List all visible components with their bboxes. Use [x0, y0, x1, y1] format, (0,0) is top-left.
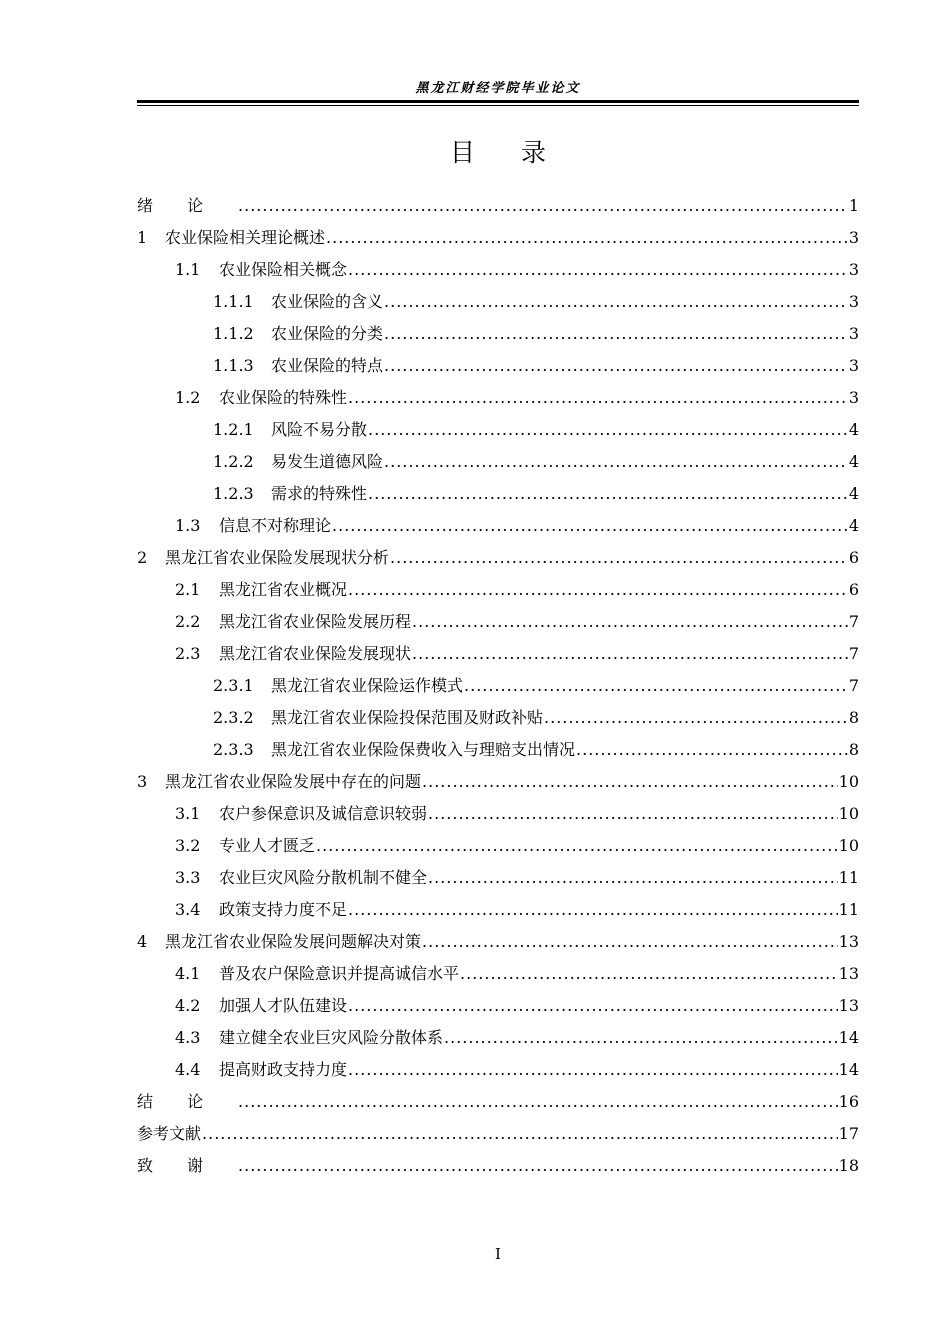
toc-entry[interactable]: [137, 830, 859, 862]
toc-entry-number: 1.1.3: [213, 356, 254, 375]
dot-leader: [368, 484, 848, 504]
dot-leader: [444, 1028, 838, 1048]
toc-entry-page: 17: [838, 1124, 859, 1143]
table-of-contents: [137, 190, 859, 1182]
dot-leader: [368, 420, 848, 440]
dot-leader: [348, 996, 838, 1016]
header-rule-thick: [137, 100, 859, 103]
toc-entry-number: 4.4: [175, 1060, 201, 1079]
dot-leader: [576, 740, 848, 760]
toc-entry[interactable]: [137, 318, 859, 350]
toc-entry[interactable]: [137, 382, 859, 414]
toc-entry-number: 1.2.3: [213, 484, 254, 503]
toc-entry-page: 3: [848, 356, 859, 375]
dot-leader: [348, 388, 848, 408]
toc-entry-page: 6: [848, 548, 859, 567]
toc-entry-number: 1.1.1: [213, 292, 254, 311]
toc-entry-title: 黑龙江省农业保险发展历程: [219, 612, 412, 631]
toc-entry-page: 3: [848, 324, 859, 343]
toc-entry-number: 1: [137, 228, 148, 247]
toc-entry-page: 6: [848, 580, 859, 599]
toc-entry[interactable]: [137, 766, 859, 798]
toc-entry[interactable]: [137, 990, 859, 1022]
toc-entry-number: 1.2: [175, 388, 201, 407]
toc-entry[interactable]: [137, 894, 859, 926]
toc-entry-title: 黑龙江省农业保险发展现状分析: [165, 548, 390, 567]
toc-entry-title: 黑龙江省农业保险运作模式: [271, 676, 464, 695]
toc-entry-number: 2.1: [175, 580, 201, 599]
toc-entry-number: 2.3.2: [213, 708, 254, 727]
toc-entry[interactable]: [137, 606, 859, 638]
toc-entry-title: 绪论: [137, 196, 238, 215]
toc-entry[interactable]: [137, 958, 859, 990]
toc-entry-title: 风险不易分散: [271, 420, 368, 439]
toc-entry[interactable]: [137, 734, 859, 766]
dot-leader: [428, 804, 838, 824]
toc-entry-title: 农业保险相关理论概述: [165, 228, 326, 247]
dot-leader: [238, 196, 848, 216]
toc-entry[interactable]: [137, 222, 859, 254]
toc-entry-page: 3: [848, 228, 859, 247]
toc-entry-page: 3: [848, 292, 859, 311]
toc-entry-number: 3.4: [175, 900, 201, 919]
toc-entry[interactable]: [137, 1086, 859, 1118]
toc-entry[interactable]: [137, 414, 859, 446]
toc-entry-number: 2.3: [175, 644, 201, 663]
page-number: I: [495, 1245, 501, 1263]
toc-entry-number: 1.1: [175, 260, 201, 279]
toc-entry-title: 参考文献: [137, 1124, 202, 1143]
toc-entry[interactable]: [137, 254, 859, 286]
toc-entry-number: 3.2: [175, 836, 201, 855]
toc-entry-number: 2: [137, 548, 148, 567]
toc-entry-title: 农业巨灾风险分散机制不健全: [219, 868, 428, 887]
toc-entry-page: 3: [848, 388, 859, 407]
dot-leader: [464, 676, 848, 696]
toc-entry[interactable]: [137, 862, 859, 894]
toc-entry-page: 4: [848, 420, 859, 439]
toc-entry[interactable]: [137, 286, 859, 318]
toc-entry-number: 2.3.3: [213, 740, 254, 759]
dot-leader: [238, 1092, 838, 1112]
toc-entry-page: 8: [848, 740, 859, 759]
toc-entry[interactable]: [137, 702, 859, 734]
toc-entry[interactable]: [137, 670, 859, 702]
toc-entry-number: 3.1: [175, 804, 201, 823]
toc-entry[interactable]: [137, 1054, 859, 1086]
toc-entry-title: 提高财政支持力度: [219, 1060, 348, 1079]
toc-entry-page: 14: [838, 1060, 859, 1079]
toc-entry-number: 2.3.1: [213, 676, 254, 695]
toc-entry-number: 4.1: [175, 964, 201, 983]
toc-entry[interactable]: [137, 446, 859, 478]
toc-entry-title: 信息不对称理论: [219, 516, 332, 535]
header-rule-thin: [137, 105, 859, 106]
toc-entry-number: 3.3: [175, 868, 201, 887]
dot-leader: [428, 868, 838, 888]
toc-entry-title: 黑龙江省农业保险发展问题解决对策: [165, 932, 422, 951]
toc-entry-title: 黑龙江省农业保险发展中存在的问题: [165, 772, 422, 791]
toc-entry-title: 农户参保意识及诚信意识较弱: [219, 804, 428, 823]
dot-leader: [460, 964, 838, 984]
toc-entry-title: 专业人才匮乏: [219, 836, 316, 855]
toc-entry-page: 13: [838, 996, 859, 1015]
toc-entry-page: 7: [848, 644, 859, 663]
toc-entry-title: 黑龙江省农业保险投保范围及财政补贴: [271, 708, 544, 727]
dot-leader: [384, 324, 848, 344]
dot-leader: [422, 932, 838, 952]
toc-entry-number: 1.3: [175, 516, 201, 535]
dot-leader: [412, 612, 848, 632]
toc-entry-page: 16: [838, 1092, 859, 1111]
toc-entry-page: 13: [838, 964, 859, 983]
toc-entry-number: 4.3: [175, 1028, 201, 1047]
toc-entry-title: 黑龙江省农业概况: [219, 580, 348, 599]
toc-entry-title: 黑龙江省农业保险保费收入与理赔支出情况: [271, 740, 576, 759]
toc-entry-title: 致谢: [137, 1156, 238, 1175]
dot-leader: [238, 1156, 838, 1176]
toc-entry-page: 10: [838, 772, 859, 791]
dot-leader: [422, 772, 838, 792]
toc-entry-page: 10: [838, 836, 859, 855]
dot-leader: [390, 548, 848, 568]
toc-entry[interactable]: [137, 350, 859, 382]
toc-entry-title: 农业保险的特殊性: [219, 388, 348, 407]
toc-entry-title: 建立健全农业巨灾风险分散体系: [219, 1028, 444, 1047]
toc-entry-title: 普及农户保险意识并提高诚信水平: [219, 964, 460, 983]
dot-leader: [348, 260, 848, 280]
toc-entry-page: 11: [838, 900, 859, 919]
dot-leader: [412, 644, 848, 664]
dot-leader: [316, 836, 838, 856]
toc-entry-title: 农业保险的分类: [271, 324, 384, 343]
toc-entry-page: 4: [848, 516, 859, 535]
page-title: 目录: [449, 138, 592, 167]
dot-leader: [332, 516, 848, 536]
toc-entry[interactable]: [137, 1150, 859, 1182]
dot-leader: [384, 356, 848, 376]
toc-entry-title: 黑龙江省农业保险发展现状: [219, 644, 412, 663]
toc-entry-number: 2.2: [175, 612, 201, 631]
toc-entry-page: 3: [848, 260, 859, 279]
toc-entry-page: 7: [848, 612, 859, 631]
dot-leader: [348, 580, 848, 600]
dot-leader: [348, 1060, 838, 1080]
dot-leader: [544, 708, 848, 728]
toc-entry-page: 7: [848, 676, 859, 695]
toc-entry-number: 4.2: [175, 996, 201, 1015]
toc-entry[interactable]: [137, 542, 859, 574]
toc-entry-page: 4: [848, 452, 859, 471]
toc-entry-page: 11: [838, 868, 859, 887]
toc-entry[interactable]: [137, 510, 859, 542]
toc-entry-number: 1.2.1: [213, 420, 254, 439]
toc-entry-page: 10: [838, 804, 859, 823]
toc-entry-title: 政策支持力度不足: [219, 900, 348, 919]
toc-entry[interactable]: [137, 926, 859, 958]
toc-entry-title: 加强人才队伍建设: [219, 996, 348, 1015]
toc-entry-number: 1.1.2: [213, 324, 254, 343]
toc-entry-number: 3: [137, 772, 148, 791]
toc-entry-page: 13: [838, 932, 859, 951]
dot-leader: [348, 900, 838, 920]
toc-entry-title: 易发生道德风险: [271, 452, 384, 471]
toc-entry[interactable]: [137, 1118, 859, 1150]
toc-entry-title: 农业保险的特点: [271, 356, 384, 375]
toc-entry[interactable]: [137, 1022, 859, 1054]
toc-entry[interactable]: [137, 798, 859, 830]
dot-leader: [384, 452, 848, 472]
toc-entry-title: 结论: [137, 1092, 238, 1111]
toc-entry-page: 18: [838, 1156, 859, 1175]
toc-entry[interactable]: [137, 190, 859, 222]
toc-entry[interactable]: [137, 638, 859, 670]
toc-entry-page: 14: [838, 1028, 859, 1047]
running-header: 黑龙江财经学院毕业论文: [415, 81, 581, 96]
dot-leader: [384, 292, 848, 312]
toc-entry-number: 1.2.2: [213, 452, 254, 471]
dot-leader: [202, 1124, 838, 1144]
toc-entry-page: 4: [848, 484, 859, 503]
toc-entry-title: 农业保险的含义: [271, 292, 384, 311]
toc-entry-title: 农业保险相关概念: [219, 260, 348, 279]
toc-entry-page: 1: [848, 196, 859, 215]
toc-entry-number: 4: [137, 932, 148, 951]
toc-entry[interactable]: [137, 478, 859, 510]
toc-entry-title: 需求的特殊性: [271, 484, 368, 503]
toc-entry[interactable]: [137, 574, 859, 606]
dot-leader: [326, 228, 848, 248]
toc-entry-page: 8: [848, 708, 859, 727]
